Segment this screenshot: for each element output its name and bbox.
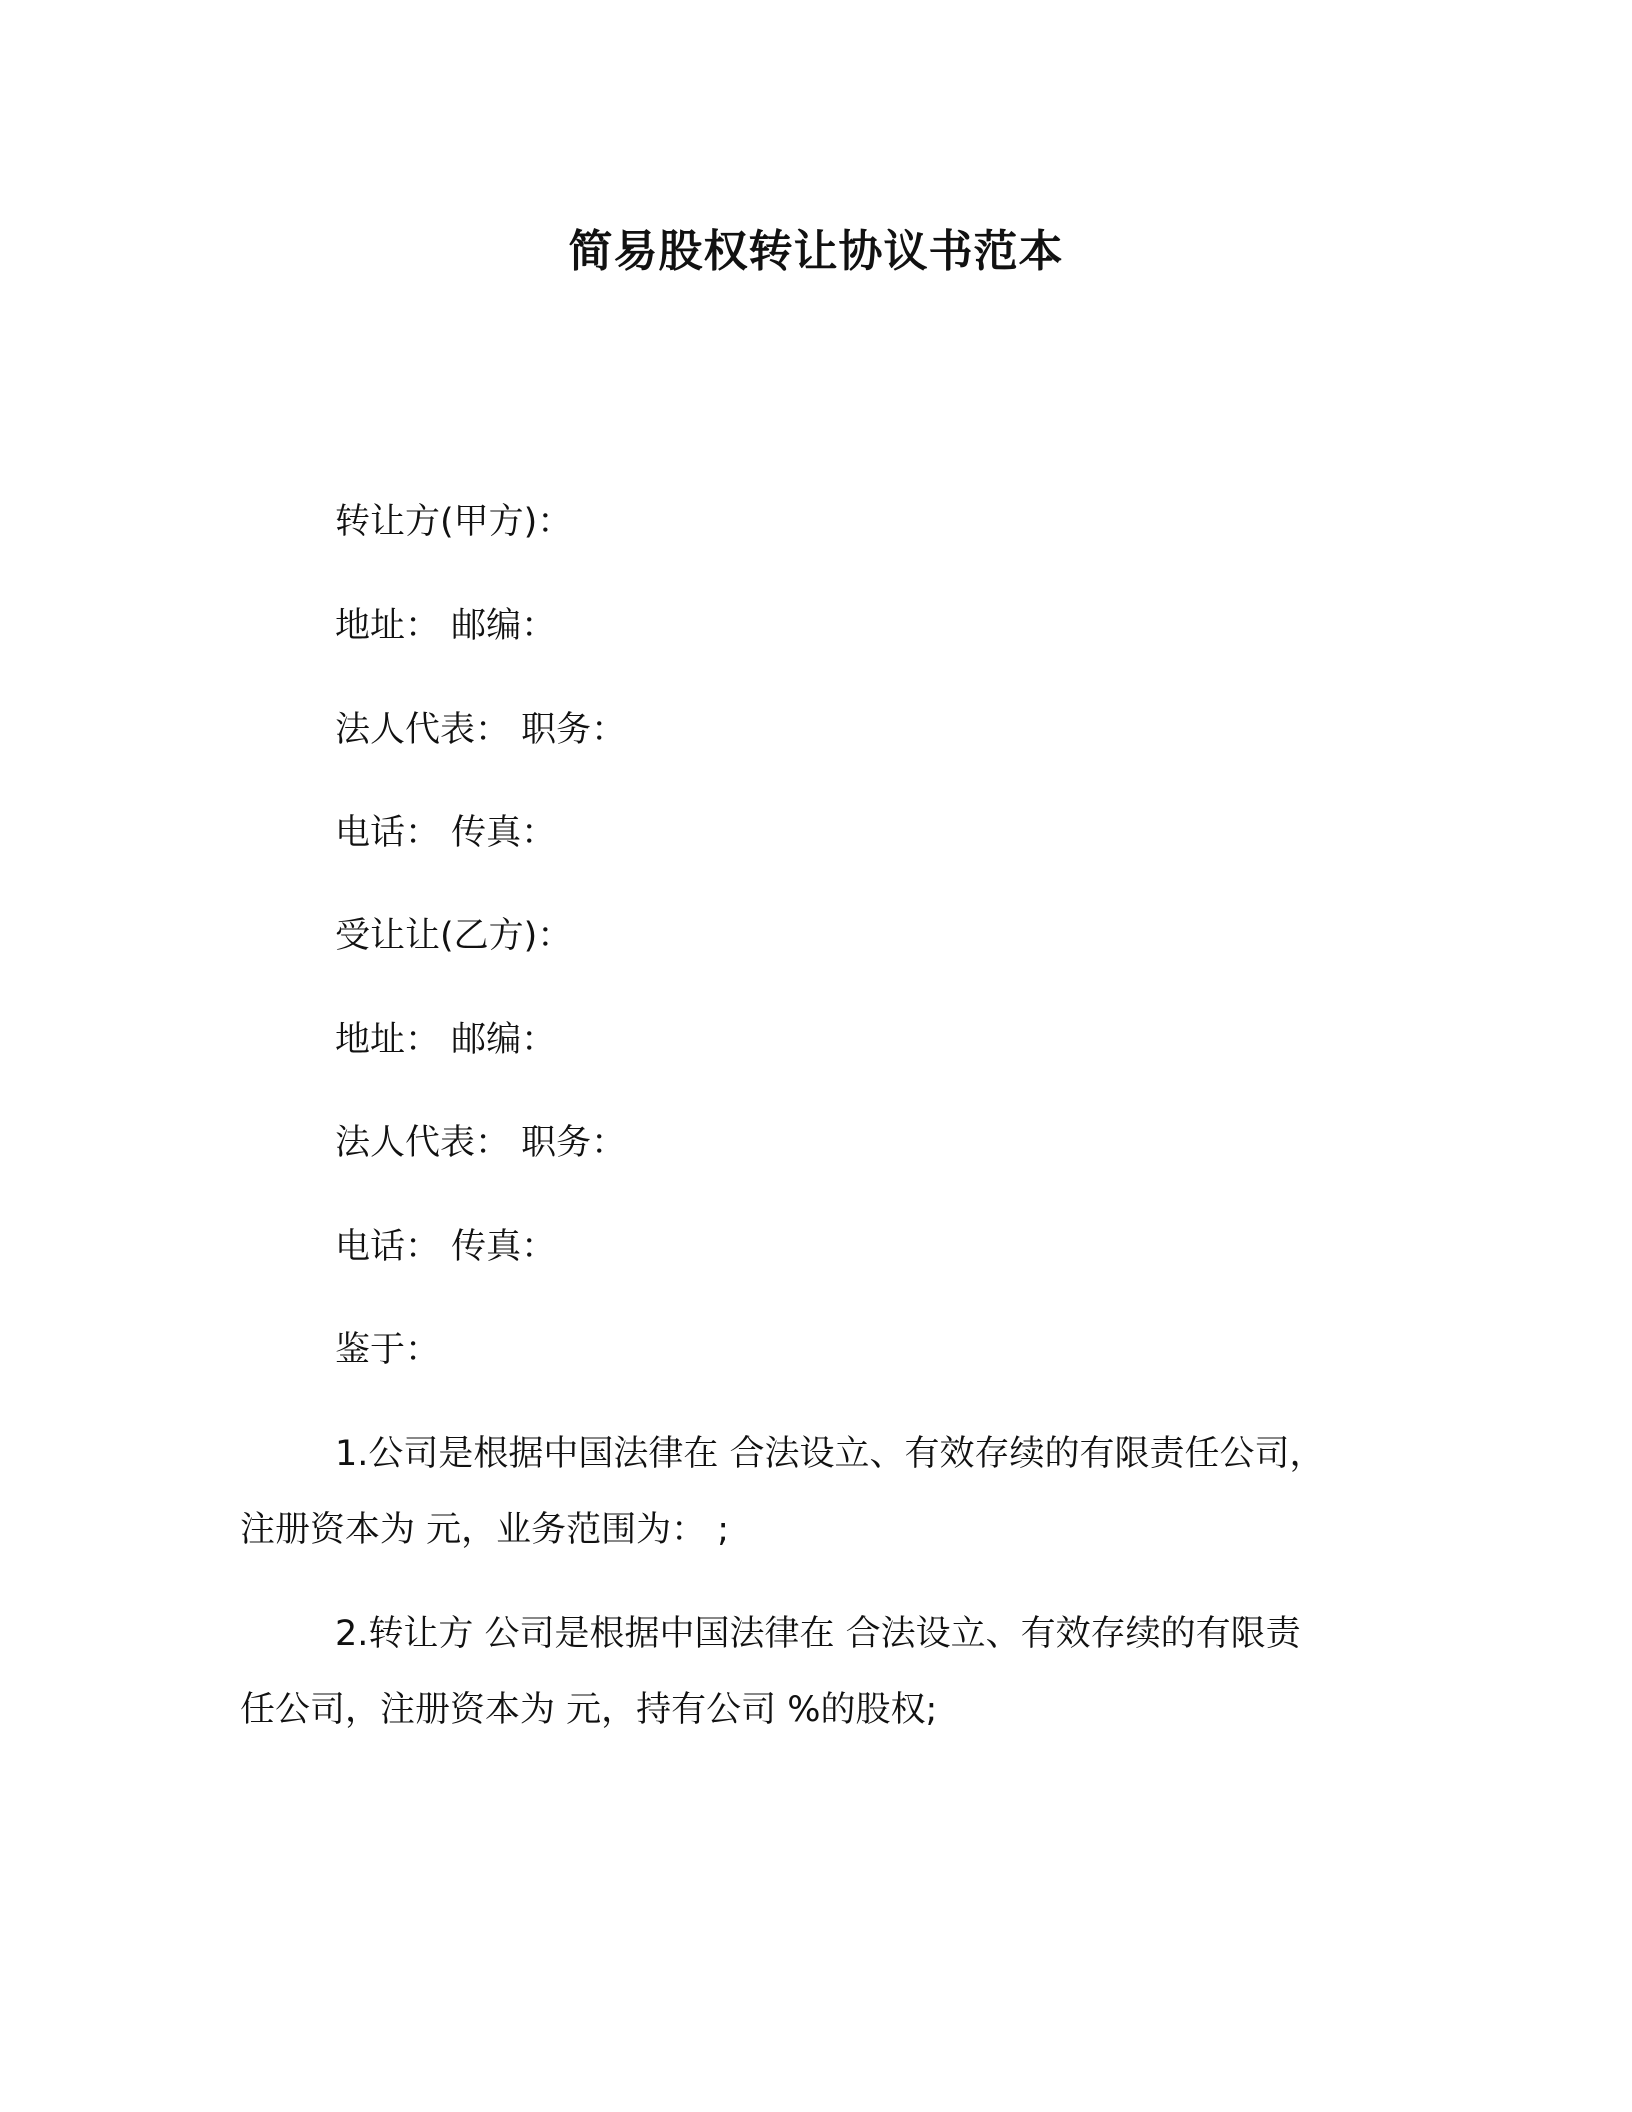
transferor-phone-field: 电话： 传真：: [335, 813, 557, 853]
transferee-legal-rep-field: 法人代表： 职务：: [335, 1123, 627, 1163]
clause-1-line-2: 注册资本为 元，业务范围为： ;: [240, 1510, 730, 1550]
transferor-legal-rep-field: 法人代表： 职务：: [335, 710, 627, 750]
transferor-address-field: 地址： 邮编：: [335, 606, 557, 646]
transferor-field: 转让方(甲方)：: [335, 502, 573, 542]
clause-1: [240, 1416, 1390, 1568]
transferee-phone-field: 电话： 传真：: [335, 1227, 557, 1267]
clause-2: [240, 1596, 1390, 1748]
whereas-heading: 鉴于：: [335, 1330, 441, 1370]
document-title: 简易股权转让协议书范本: [568, 226, 1064, 277]
clause-1-line-1: 1.公司是根据中国法律在 合法设立、有效存续的有限责任公司，: [335, 1434, 1325, 1474]
clause-2-line-2: 任公司，注册资本为 元，持有公司 %的股权;: [240, 1690, 938, 1730]
transferee-field: 受让让(乙方)：: [335, 916, 573, 956]
transferee-address-field: 地址： 邮编：: [335, 1020, 557, 1060]
clause-2-line-1: 2.转让方 公司是根据中国法律在 合法设立、有效存续的有限责: [335, 1614, 1301, 1654]
